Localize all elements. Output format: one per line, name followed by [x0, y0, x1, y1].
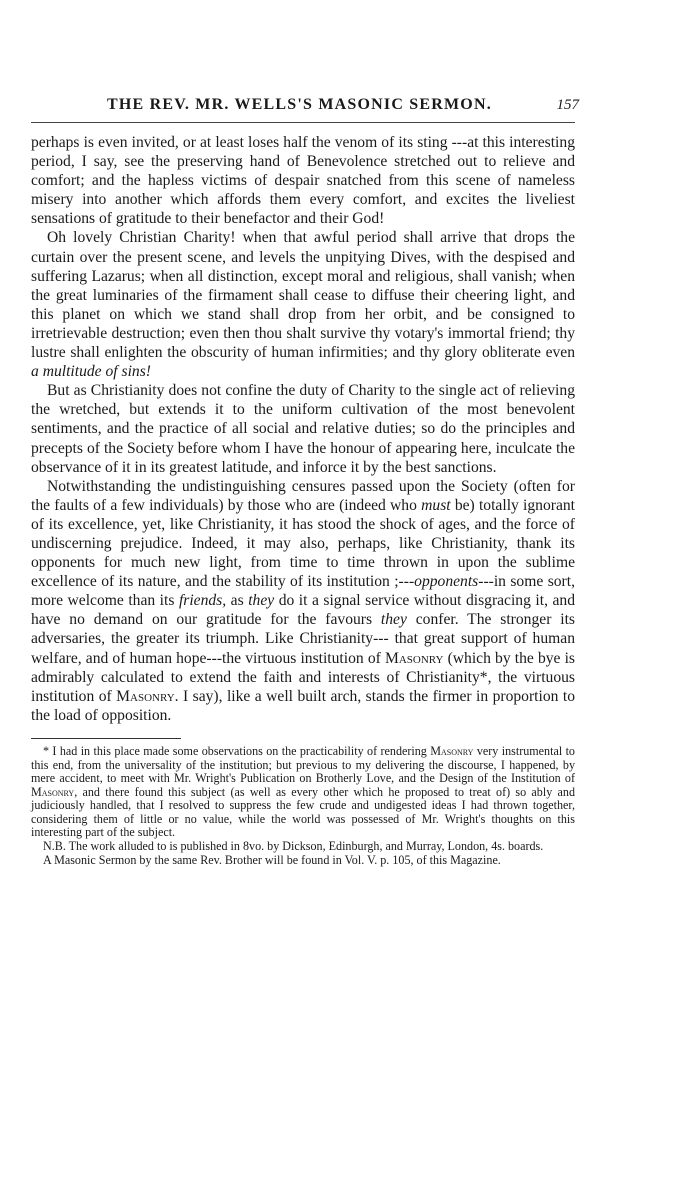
sermon-body — [31, 133, 575, 725]
footnote-asterisk — [31, 745, 575, 840]
charity-text: Oh lovely Christian Charity! when that awful period shall arrive that drops the curtain over the present scene, and levels the unpitying Dives, with the despised and suffering Lazarus; when all distinction, except moral and religious, shall vanish; when the great luminaries of the firmament shall cease to diffuse their cheering light, and this planet on which we stand shall drop from her orbit, and be consigned to irretrievable destruction; even then thou shalt survive thy votary's immortal friend; thy lustre shall enlighten the obscurity of human infirmities; and thy glory obliterate even — [31, 229, 575, 362]
text-segment: as — [230, 592, 244, 610]
text-segment: Notwithstanding the undistinguishing censures passed upon the Society (often for the faults of a few individuals) by those who are (indeed who — [31, 477, 575, 514]
emphasis-they: they — [380, 611, 407, 629]
text-segment: do it a signal service without disgracing it, and have no demand on our gratitude for the favours — [31, 592, 575, 629]
running-head — [31, 92, 579, 123]
masonry-small-caps: Masonry — [430, 743, 474, 758]
paragraph-christian-charity — [31, 228, 575, 381]
footnote-text: and there found this subject (as well as every other which he proposed to treat of) so ably and judiciously handled, that I resolved to suppress the few crude and undigested ideas I had thrown together, considering them of little or no value, while the world was possessed of Mr. Wright's thoughts on this interesting part of the subject. — [31, 784, 575, 840]
footnote-text: very instrumental to this end, from the universality of the institution; but previous to my delivering the discourse, I happened, by mere accident, to meet with Mr. Wright's Publication on Brotherly Love, and the Design of the Institution of — [31, 743, 575, 786]
masonry-small-caps: Masonry — [384, 649, 444, 667]
paragraph-notwithstanding — [31, 477, 575, 725]
emphasis-they: they — [248, 592, 275, 610]
text-segment: ---in some sort, more welcome than its — [31, 573, 575, 610]
text-segment: confer. The stronger its adversaries, the greater its triumph. Like Christianity--- that great support of human welfare, and of human hope---the virtuous institution of — [31, 611, 575, 667]
masonry-small-caps: Masonry. — [116, 687, 179, 705]
paragraph-duty-of-charity: But as Christianity does not confine the duty of Charity to the single act of relieving the wretched, but extends it to the uniform cultivation of the most benevolent sentiments, and the practice of all social and relative duties; so do the principles and precepts of the Society before whom I have the honour of appearing here, inculcate the observance of it in its greatest latitude, and inforce it by the best sanctions. — [31, 382, 575, 476]
footnote-text: * I had in this place made some observations on the practicability of rendering — [43, 743, 427, 758]
paragraph-benevolence: perhaps is even invited, or at least loses half the venom of its sting ---at this interesting period, I say, see the preserving hand of Benevolence stretched out to relieve and comfort; and the hapless victims of despair snatched from this scene of nameless misery into another which affords them every comfort, and excites the liveliest sensations of gratitude to their benefactor and their God! — [31, 134, 575, 228]
book-page — [31, 92, 579, 867]
footnote-sermon-reference: A Masonic Sermon by the same Rev. Brother will be found in Vol. V. p. 105, of this Magazine. — [43, 852, 501, 867]
emphasis-must: must — [421, 496, 451, 514]
masonry-small-caps: Masonry, — [31, 784, 78, 799]
multitude-of-sins-emphasis: a multitude of sins! — [31, 363, 151, 381]
text-segment: I say), like a well built arch, stands the firmer in proportion to the load of opposition. — [31, 687, 575, 724]
text-segment: be) totally ignorant of its excellence, yet, like Christianity, it has stood the shock of ages, and the force of undiscerning prejudice. Indeed, it may also, perhaps, like Christianity, thank its opponents for much new light, from time to time thrown in upon the sublime excellence of its nature, and the stability of its institution ;--- — [31, 496, 576, 591]
text-segment: (which by the bye is admirably calculated to extend the faith and interests of Christianity*, the virtuous institution of — [31, 649, 575, 705]
page-number: 157 — [556, 97, 579, 113]
running-title: THE REV. MR. WELLS'S MASONIC SERMON. — [107, 96, 492, 113]
emphasis-friends: friends, — [178, 592, 227, 610]
footnote-nb: N.B. The work alluded to is published in 8vo. by Dickson, Edinburgh, and Murray, London, 4s. boards. — [43, 839, 544, 854]
footnotes — [31, 745, 575, 867]
emphasis-opponents: opponents — [414, 573, 479, 591]
footnote-rule — [31, 738, 181, 739]
